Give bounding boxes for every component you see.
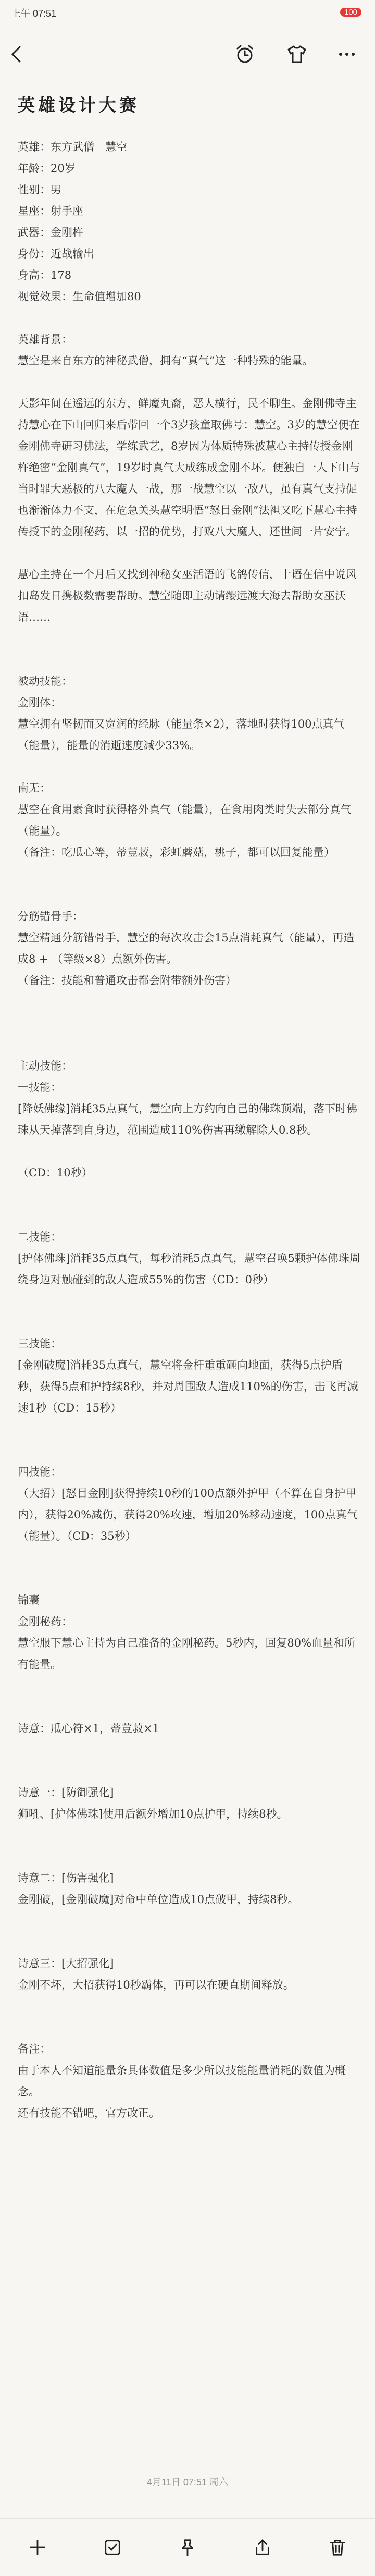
note-line[interactable]: 南无：: [18, 782, 51, 794]
note-blank-line[interactable]: [18, 1419, 361, 1440]
note-blank-line[interactable]: [18, 1205, 361, 1226]
note-blank-line[interactable]: [18, 1761, 361, 1782]
note-line[interactable]: 慧空拥有坚韧而又宽润的经脉（能量条×2），落地时获得100点真气（能量），能量的消逝速度减少33%。: [18, 718, 345, 752]
note-line[interactable]: （CD：10秒）: [18, 1167, 93, 1179]
note-blank-line[interactable]: [18, 628, 361, 649]
bottom-action-bar: [0, 2518, 375, 2576]
checkbox-icon: [103, 2537, 122, 2557]
more-button[interactable]: [331, 39, 362, 70]
note-line[interactable]: 诗意三：[大招强化]: [18, 1957, 114, 1970]
note-blank-line[interactable]: [18, 1846, 361, 1868]
note-blank-line[interactable]: [18, 885, 361, 906]
note-blank-line[interactable]: [18, 991, 361, 1013]
note-line[interactable]: 二技能：: [18, 1231, 61, 1243]
note-line[interactable]: 性别：男: [18, 183, 61, 196]
note-line[interactable]: 星座：射手座: [18, 205, 83, 217]
note-blank-line[interactable]: [18, 1675, 361, 1697]
theme-button[interactable]: [281, 39, 312, 70]
note-blank-line[interactable]: [18, 372, 361, 393]
alarm-icon: [234, 44, 255, 65]
checklist-button[interactable]: [97, 2532, 128, 2563]
note-blank-line[interactable]: [18, 1568, 361, 1590]
note-line[interactable]: 主动技能：: [18, 1060, 72, 1072]
tshirt-icon: [286, 44, 307, 65]
note-line[interactable]: 视觉效果：生命值增加80: [18, 290, 141, 303]
note-line[interactable]: 一技能：: [18, 1081, 61, 1094]
plus-icon: [28, 2537, 47, 2557]
note-blank-line[interactable]: [18, 1440, 361, 1462]
delete-button[interactable]: [322, 2532, 353, 2563]
pin-icon: [178, 2537, 197, 2557]
note-blank-line[interactable]: [18, 1034, 361, 1056]
note-line[interactable]: 武器：金刚杵: [18, 226, 83, 239]
alarm-button[interactable]: [229, 39, 260, 70]
note-line[interactable]: 慧心主持在一个月后又找到神秘女巫活语的飞鸽传信，十语在信中说风扣岛发日携极数需要帮助。慧空随即主动请缨远渡大海去帮助女巫沃语……: [18, 568, 357, 623]
note-line[interactable]: （备注：技能和普通攻击都会附带额外伤害）: [18, 974, 236, 987]
back-button[interactable]: [1, 39, 32, 70]
note-blank-line[interactable]: [18, 1825, 361, 1846]
note-blank-line[interactable]: [18, 1996, 361, 2017]
note-line[interactable]: （大招）[怒目金刚]获得持续10秒的100点额外护甲（不算在自身护甲内），获得20%减伤，获得20%攻速，增加20%移动速度，100点真气（能量）。（CD：35秒）: [18, 1487, 358, 1542]
note-blank-line[interactable]: [18, 756, 361, 778]
note-line[interactable]: 金刚不坏，大招获得10秒霸体，再可以在硬直期间释放。: [18, 1979, 294, 1991]
status-indicators: [337, 6, 361, 17]
note-blank-line[interactable]: [18, 2017, 361, 2039]
status-time: 上午 07:51: [11, 8, 57, 19]
note-line[interactable]: 诗意一：[防御强化]: [18, 1786, 114, 1799]
note-line[interactable]: 备注：: [18, 2043, 51, 2055]
note-content[interactable]: [18, 137, 361, 2124]
note-title[interactable]: 英雄设计大赛: [18, 95, 140, 115]
note-line[interactable]: 还有技能不错吧，官方改正。: [18, 2107, 160, 2119]
note-line[interactable]: 诗意：瓜心符×1，蒂荳菽×1: [18, 1722, 159, 1735]
trash-icon: [328, 2537, 347, 2557]
pin-button[interactable]: [172, 2532, 203, 2563]
share-button[interactable]: [247, 2532, 278, 2563]
note-line[interactable]: 诗意二：[伤害强化]: [18, 1872, 114, 1884]
note-line[interactable]: 身份：近战输出: [18, 248, 94, 260]
note-blank-line[interactable]: [18, 543, 361, 564]
more-dots-icon: [336, 44, 357, 65]
note-blank-line[interactable]: [18, 1697, 361, 1718]
note-line[interactable]: （备注：吃瓜心等，蒂荳菽，彩虹蘑菇，桃子，都可以回复能量）: [18, 846, 335, 858]
note-line[interactable]: 慧空精通分筋错骨手，慧空的每次攻击会15点消耗真气（能量），再造成8 + （等级×8）点额外伤害。: [18, 931, 355, 965]
note-blank-line[interactable]: [18, 1910, 361, 1932]
note-line[interactable]: 由于本人不知道能量条具体数值是多少所以技能能量消耗的数值为概念。: [18, 2064, 346, 2098]
note-body[interactable]: [18, 89, 361, 2124]
note-blank-line[interactable]: [18, 1547, 361, 1568]
note-blank-line[interactable]: [18, 1291, 361, 1312]
note-timestamp: 4月11日 07:51 周六: [147, 2477, 228, 2487]
note-blank-line[interactable]: [18, 308, 361, 329]
note-line[interactable]: 天影年间在遥远的东方，鲜魔丸裔，恶人横行，民不聊生。金刚佛寺主持慧心在下山回归来后带回一个3岁孩童取佛号：慧空。3岁的慧空便在金刚佛寺研习佛法，学练武艺，8岁因为体质特殊被慧心主持传授金刚杵绝密“金刚真气”，19岁时真气大成练成金刚不坏。便独自一人下山与当时罪大恶极的八大魔人一战，那一战慧空以一敌八，虽有真气支持促也渐渐体力不支，在危急关头慧空明悟“怒目金刚”法袒又吃下慧心主持传授下的金刚秘药，以一招的优势，打败八大魔人，还世间一片安宁。: [18, 397, 360, 538]
note-blank-line[interactable]: [18, 1141, 361, 1162]
note-blank-line[interactable]: [18, 649, 361, 671]
note-blank-line[interactable]: [18, 863, 361, 885]
note-line[interactable]: 慧空在食用素食时获得格外真气（能量），在食用肉类时失去部分真气（能量）。: [18, 803, 352, 837]
note-line[interactable]: 英雄背景：: [18, 333, 72, 346]
note-line[interactable]: [降妖佛缘]消耗35点真气，慧空向上方约向自己的佛珠顶端，落下时佛珠从天掉落到自身边，范围造成110%伤害再缴解除人0.8秒。: [18, 1102, 358, 1136]
note-line[interactable]: 慧空是来自东方的神秘武僧，拥有“真气”这一种特殊的能量。: [18, 354, 314, 367]
note-line[interactable]: 身高：178: [18, 269, 72, 281]
note-line[interactable]: 分筋错骨手：: [18, 910, 83, 923]
share-icon: [253, 2537, 272, 2557]
note-toolbar: [0, 27, 375, 84]
status-bar: [0, 0, 375, 24]
note-blank-line[interactable]: [18, 1184, 361, 1205]
note-line[interactable]: 金刚体：: [18, 696, 61, 709]
note-line[interactable]: 锦囊: [18, 1594, 40, 1606]
note-line[interactable]: [金刚破魔]消耗35点真气，慧空将金杆重重砸向地面，获得5点护盾秒，获得5点和护持续8秒，并对周围敌人造成110%的伤害，击飞再减速1秒（CD：15秒）: [18, 1359, 358, 1414]
battery-pill: 100: [340, 8, 361, 17]
note-blank-line[interactable]: [18, 1013, 361, 1034]
note-line[interactable]: 金刚破，[金刚破魔]对命中单位造成10点破甲，持续8秒。: [18, 1893, 299, 1906]
note-line[interactable]: 金刚秘药：: [18, 1615, 72, 1628]
note-line[interactable]: 被动技能：: [18, 675, 72, 688]
note-line[interactable]: 四技能：: [18, 1466, 61, 1478]
note-blank-line[interactable]: [18, 1312, 361, 1333]
add-button[interactable]: [22, 2532, 53, 2563]
note-line[interactable]: 三技能：: [18, 1338, 61, 1350]
note-line[interactable]: 慧空服下慧心主持为自己准备的金刚秘药。5秒内，回复80%血量和所有能量。: [18, 1637, 356, 1671]
chevron-left-icon: [6, 44, 27, 65]
note-line[interactable]: 英雄：东方武僧 慧空: [18, 141, 127, 153]
note-line[interactable]: 狮吼、[护体佛珠]使用后额外增加10点护甲，持续8秒。: [18, 1808, 288, 1820]
note-blank-line[interactable]: [18, 1739, 361, 1761]
note-blank-line[interactable]: [18, 1932, 361, 1953]
note-line[interactable]: [护体佛珠]消耗35点真气，每秒消耗5点真气，慧空召唤5颗护体佛珠周绕身边对触碰到的敌人造成55%的伤害（CD：0秒）: [18, 1252, 360, 1286]
note-line[interactable]: 年龄：20岁: [18, 162, 76, 175]
